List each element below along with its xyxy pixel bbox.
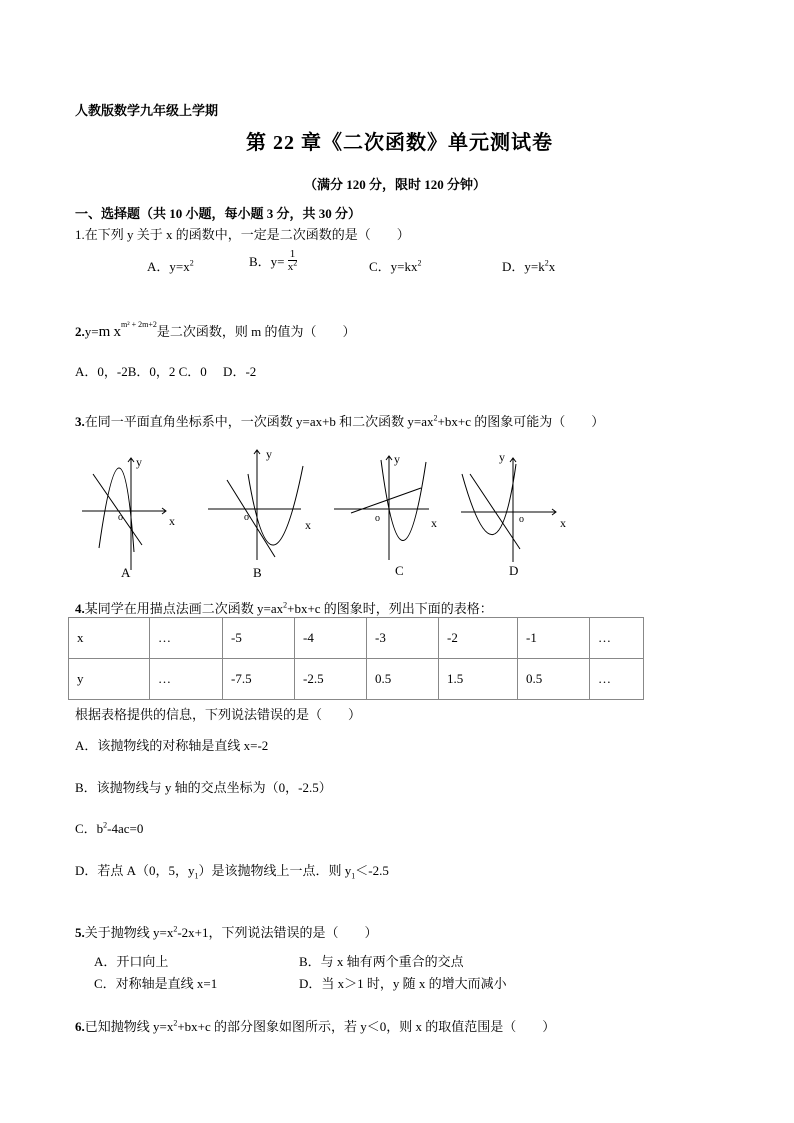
- graph-label: C: [395, 563, 404, 578]
- fraction: $\frac{1}{x^2}$: [287, 248, 298, 273]
- question-4-stem: 4.某同学在用描点法画二次函数 $y=ax^2+bx+c$ 的图象时，列出下面的表格：: [75, 600, 493, 616]
- question-4-option-c: C．$b^2-4ac=0$: [75, 820, 144, 836]
- graph-a: [82, 458, 166, 570]
- question-1-option-c: C．$y=kx^2$: [369, 258, 422, 274]
- question-3-stem: 3.在同一平面直角坐标系中，一次函数 y=ax+b 和二次函数 $y=ax^2+bx+c$ 的图象可能为（ ）: [75, 413, 605, 429]
- table-cell: …: [590, 659, 644, 700]
- table-cell: …: [150, 659, 223, 700]
- parabola: [99, 468, 134, 552]
- table-cell: …: [150, 618, 223, 659]
- graph-d: [461, 458, 556, 562]
- table-cell: -1: [518, 618, 590, 659]
- table-row: [69, 659, 644, 700]
- question-5-option-b: B．与 x 轴有两个重合的交点: [299, 954, 464, 969]
- question-1-option-b: B．y= $\frac{1}{x^2}$: [249, 248, 298, 273]
- origin-label: o: [118, 512, 123, 523]
- question-2-options: A．0，-2B．0，2 C．0 D．-2: [75, 364, 257, 379]
- table-row: [69, 618, 644, 659]
- table-cell: -2: [439, 618, 518, 659]
- question-4-option-b: B．该抛物线与 y 轴的交点坐标为（0，-2.5）: [75, 780, 332, 795]
- table-cell: 0.5: [518, 659, 590, 700]
- question-6-stem: 6.已知抛物线 $y=x^2+bx+c$ 的部分图象如图所示，若 y＜0，则 x 的取值范围是（ ）: [75, 1018, 556, 1034]
- y-label: y: [499, 450, 505, 464]
- question-5-option-a: A．开口向上: [94, 954, 169, 969]
- table-cell: -7.5: [223, 659, 295, 700]
- table-cell: -2.5: [295, 659, 367, 700]
- graph-label: A: [121, 565, 131, 580]
- section-heading: 一、选择题（共 10 小题，每小题 3 分，共 30 分）: [75, 206, 362, 221]
- question-2-stem: 2.y=m $x^{m^2 + 2m+2}$是二次函数，则 m 的值为（ ）: [75, 319, 356, 340]
- y-label: y: [136, 455, 142, 469]
- x-label: x: [560, 516, 566, 530]
- document-title: 第 22 章《二次函数》单元测试卷: [246, 132, 553, 154]
- question-5-option-c: C．对称轴是直线 x=1: [94, 976, 218, 991]
- question-5-option-d: D．当 x＞1 时，y 随 x 的增大而减小: [299, 976, 507, 991]
- value-table: [68, 617, 644, 700]
- question-5-stem: 5.关于抛物线 $y=x^2-2x+1$，下列说法错误的是（ ）: [75, 924, 378, 940]
- graph-b: [208, 450, 303, 560]
- score-info: （满分 120 分，限时 120 分钟）: [304, 177, 487, 192]
- y-label: y: [394, 452, 400, 466]
- graph-label: D: [509, 563, 519, 578]
- question-4-question: 根据表格提供的信息，下列说法错误的是（ ）: [75, 707, 362, 722]
- table-cell: 0.5: [367, 659, 439, 700]
- question-1-option-a: A．$y=x^2$: [147, 258, 194, 274]
- graph-c: [334, 456, 429, 560]
- graph-label: B: [253, 565, 262, 580]
- table-cell: -4: [295, 618, 367, 659]
- origin-label: o: [244, 512, 249, 523]
- question-4-option-a: A．该抛物线的对称轴是直线 x=-2: [75, 738, 269, 753]
- document-subtitle: 人教版数学九年级上学期: [75, 103, 219, 118]
- table-cell: …: [590, 618, 644, 659]
- parabola: [248, 466, 303, 545]
- origin-label: o: [375, 513, 380, 524]
- table-cell: 1.5: [439, 659, 518, 700]
- question-1-option-d: D．$y=k^2x$: [502, 258, 556, 274]
- line: [93, 474, 142, 545]
- x-label: x: [431, 516, 437, 530]
- origin-label: o: [519, 514, 524, 525]
- x-label: x: [169, 514, 175, 528]
- table-cell: -3: [367, 618, 439, 659]
- question-1-stem: 1.在下列 y 关于 x 的函数中，一定是二次函数的是（ ）: [75, 227, 410, 242]
- table-cell: x: [69, 618, 150, 659]
- y-label: y: [266, 447, 272, 461]
- table-cell: -5: [223, 618, 295, 659]
- question-4-option-d: D．若点 A（0，5，$y_1$）是该抛物线上一点．则 $y_1<-2.5$: [75, 863, 389, 881]
- x-label: x: [305, 518, 311, 532]
- table-cell: y: [69, 659, 150, 700]
